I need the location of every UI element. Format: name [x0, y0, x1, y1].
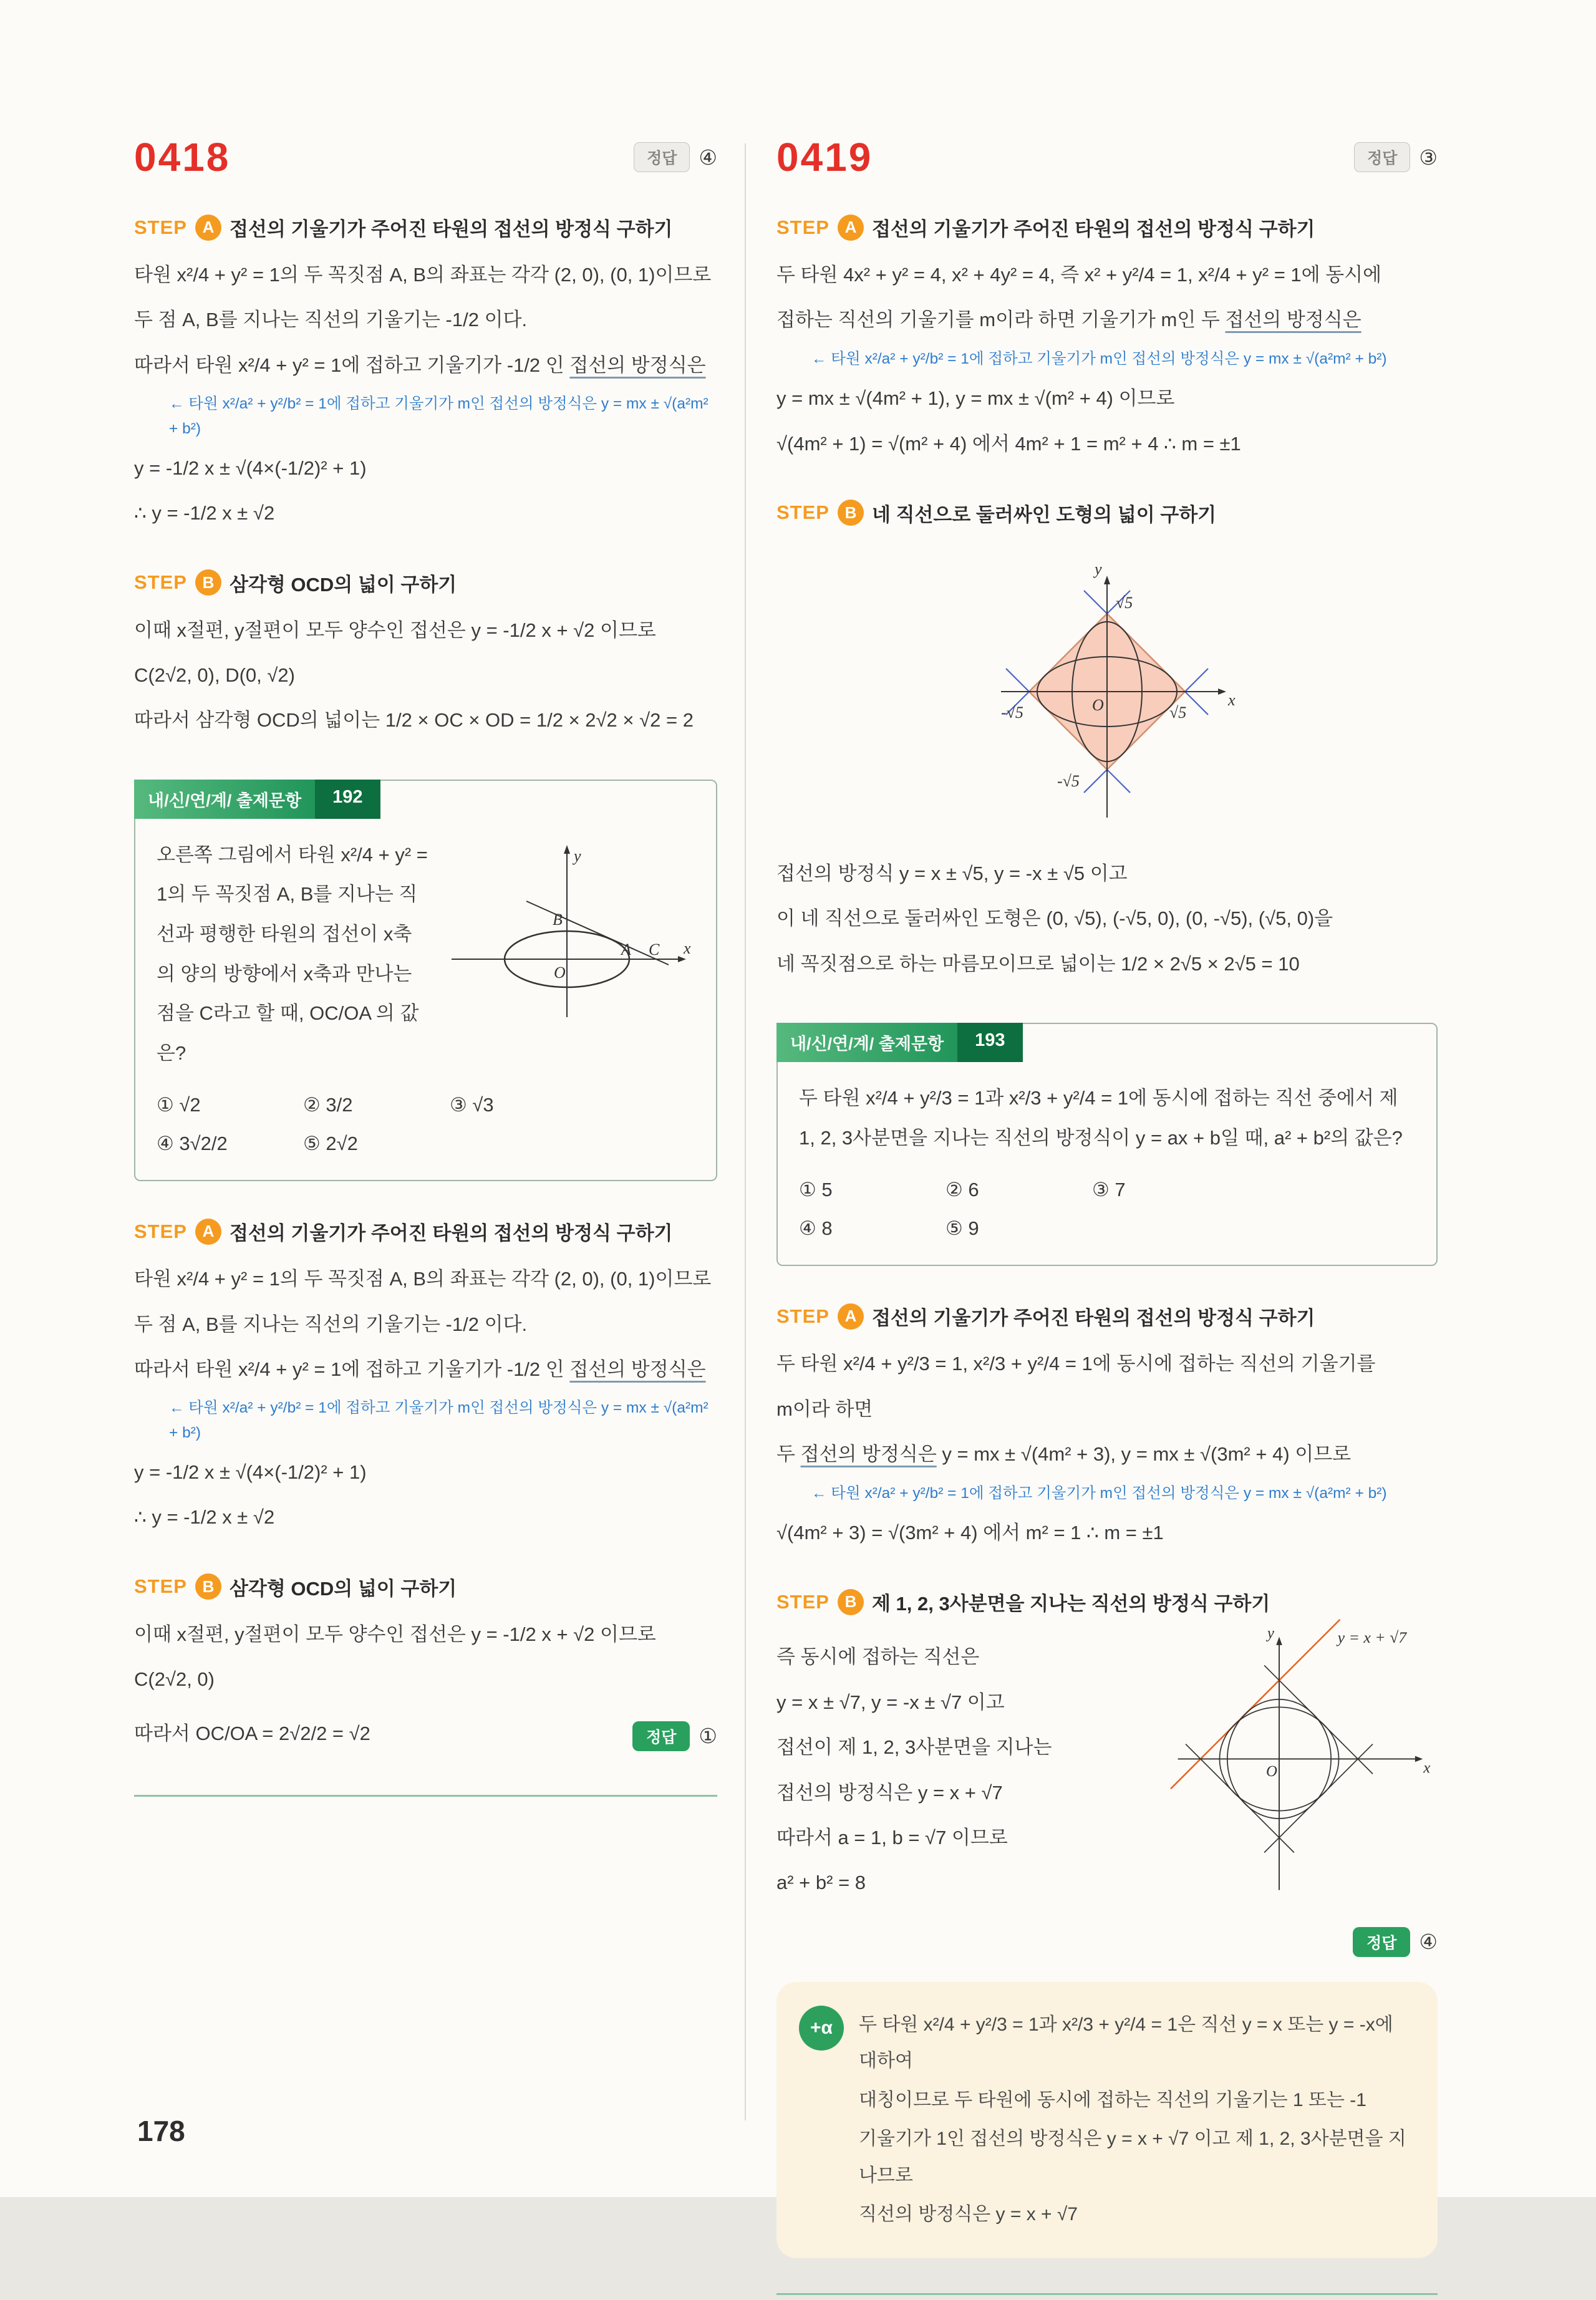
step-title: 접선의 기울기가 주어진 타원의 접선의 방정식 구하기 — [871, 218, 1315, 240]
choices-row-2 — [799, 1217, 1415, 1240]
origin-label: O — [1092, 695, 1104, 714]
y-axis-arrow — [1104, 576, 1110, 584]
text-segment: 두 — [776, 1443, 801, 1466]
answer-number: ③ — [1419, 145, 1438, 169]
step-title: 접선의 기울기가 주어진 타원의 접선의 방정식 구하기 — [229, 1222, 673, 1245]
linked-problem-tab — [134, 780, 380, 819]
point-b-label: B — [553, 910, 563, 929]
text-line — [776, 301, 1438, 339]
step-letter-badge: B — [838, 1589, 864, 1615]
step-label: STEP — [776, 216, 829, 238]
step-title: 접선의 기울기가 주어진 타원의 접선의 방정식 구하기 — [871, 1307, 1315, 1330]
figure-ellipse-tangent — [439, 838, 695, 1028]
answer-badge: 정답 — [634, 142, 690, 172]
answer-badge: 정답 — [632, 1721, 690, 1751]
formula-note: ← 타원 x²/a² + y²/b² = 1에 접하고 기울기가 m인 접선의 방정식은 y = mx ± √(a²m² + b²) — [169, 1399, 709, 1441]
text-line: 이때 x절편, y절편이 모두 양수인 접선은 y = -1/2 x + √2 이므로 — [134, 619, 656, 641]
formula-line: y = -1/2 x ± √(4×(-1/2)² + 1) — [134, 1461, 367, 1483]
choice-option: ⑤ 2√2 — [303, 1133, 358, 1155]
step-letter-badge: B — [195, 1573, 221, 1600]
step-b-header — [134, 1573, 717, 1601]
solution-body — [134, 256, 717, 339]
tip-body — [859, 2007, 1409, 2233]
x-label: x — [1423, 1759, 1430, 1777]
right-column — [776, 137, 1438, 2300]
text-line: 이 네 직선으로 둘러싸인 도형은 (0, √5), (-√5, 0), (0, -√5), (√5, 0)을 — [776, 907, 1333, 930]
text-line: 네 꼭짓점으로 하는 마름모이므로 넓이는 1/2 × 2√5 × 2√5 = 10 — [776, 952, 1300, 975]
text-line: 따라서 a = 1, b = √7 이므로 — [776, 1827, 1008, 1849]
step-letter-badge: B — [838, 500, 864, 526]
choice-option: ① 5 — [799, 1179, 833, 1201]
solution-body — [134, 612, 717, 740]
minus-sqrt5-bottom-label: -√5 — [1057, 771, 1080, 790]
answer-row — [1354, 142, 1438, 172]
formula-note: ← 타원 x²/a² + y²/b² = 1에 접하고 기울기가 m인 접선의 방정식은 y = mx ± √(a²m² + b²) — [811, 1484, 1387, 1502]
text-line — [776, 1436, 1438, 1473]
text-line: 두 점 A, B를 지나는 직선의 기울기는 -1/2 이다. — [134, 309, 528, 331]
choice-option: ④ 3√2/2 — [157, 1133, 228, 1155]
solution-body — [134, 1616, 717, 1699]
problem-statement: 두 타원 x²/4 + y²/3 = 1과 x²/3 + y²/4 = 1에 동시에 접하는 직선 중에서 제 1, 2, 3사분면을 지나는 직선의 방정식이 y = ax + b일 때, a² + b²의 값은? — [799, 1087, 1403, 1149]
step-label: STEP — [776, 1305, 829, 1327]
tangent-square-figure — [1123, 1625, 1435, 1899]
x-label: x — [684, 939, 691, 957]
step-b-header — [134, 569, 717, 597]
origin-label: O — [554, 963, 566, 982]
text-segment: 접하는 직선의 기울기를 m이라 하면 기울기가 m인 두 — [776, 309, 1226, 331]
text-line: C(2√2, 0), D(0, √2) — [134, 664, 295, 686]
solution-body — [134, 1260, 717, 1343]
text-line: 접선의 방정식은 y = x + √7 — [776, 1781, 1003, 1804]
tab-label: 내/신/연/계/ 출제문항 — [776, 1023, 957, 1062]
plus-alpha-icon: +α — [799, 2006, 844, 2051]
formula-note: ← 타원 x²/a² + y²/b² = 1에 접하고 기울기가 m인 접선의 방정식은 y = mx ± √(a²m² + b²) — [169, 395, 709, 437]
underlined-text: 접선의 방정식은 — [1225, 309, 1361, 331]
step-letter-badge: A — [195, 215, 221, 241]
problem-number: 0418 — [134, 135, 231, 180]
text-segment: 따라서 타원 x²/4 + y² = 1에 접하고 기울기가 -1/2 인 — [134, 1358, 570, 1381]
step-title: 접선의 기울기가 주어진 타원의 접선의 방정식 구하기 — [229, 218, 673, 240]
choices-row-1 — [157, 1094, 695, 1116]
sqrt5-top-label: √5 — [1116, 593, 1133, 612]
step-b-header — [776, 1588, 1438, 1616]
y-label: y — [574, 846, 581, 865]
text-line: 접선이 제 1, 2, 3사분면을 지나는 — [776, 1736, 1052, 1759]
page-number: 178 — [137, 2115, 185, 2147]
choices-row-1 — [799, 1179, 1415, 1201]
text-and-figure — [776, 1625, 1438, 1910]
text-line — [134, 347, 717, 384]
step-label: STEP — [134, 1220, 187, 1242]
choice-option: ② 6 — [946, 1179, 979, 1201]
text-line: 두 점 A, B를 지나는 직선의 기울기는 -1/2 이다. — [134, 1313, 528, 1335]
step-label: STEP — [776, 1590, 829, 1613]
step-label: STEP — [776, 501, 829, 524]
answer-badge: 정답 — [1353, 1927, 1410, 1957]
text-line: 타원 x²/4 + y² = 1의 두 꼭짓점 A, B의 좌표는 각각 (2, 0), (0, 1)이므로 — [134, 264, 712, 286]
step-label: STEP — [134, 216, 187, 238]
plus-alpha-tip-box — [776, 1982, 1438, 2258]
step-a-header — [134, 1217, 717, 1245]
text-line: y = x ± √7, y = -x ± √7 이고 — [776, 1691, 1005, 1713]
answer-number: ① — [699, 1724, 717, 1748]
solution-body — [776, 855, 1438, 983]
step-label: STEP — [134, 571, 187, 594]
text-line: C(2√2, 0) — [134, 1668, 215, 1691]
minus-sqrt5-left-label: -√5 — [1001, 703, 1023, 722]
step-title: 네 직선으로 둘러싸인 도형의 넓이 구하기 — [871, 503, 1217, 526]
choice-option: ① √2 — [157, 1094, 201, 1116]
solution-body — [776, 1514, 1438, 1552]
section-divider — [776, 2293, 1438, 2295]
formula-line: ∴ y = -1/2 x ± √2 — [134, 502, 275, 524]
solution-body — [776, 380, 1438, 463]
text-line: 이때 x절편, y절편이 모두 양수인 접선은 y = -1/2 x + √2 이므로 — [134, 1623, 656, 1645]
text-line: a² + b² = 8 — [776, 1872, 866, 1894]
linked-problem-tab — [776, 1023, 1023, 1062]
answer-row — [632, 1721, 717, 1751]
text-line: 타원 x²/4 + y² = 1의 두 꼭짓점 A, B의 좌표는 각각 (2, 0), (0, 1)이므로 — [134, 1268, 712, 1290]
tab-label: 내/신/연/계/ 출제문항 — [134, 780, 315, 819]
solution-body — [134, 1454, 717, 1537]
step-letter-badge: A — [838, 1303, 864, 1330]
formula-line: √(4m² + 1) = √(m² + 4) 에서 4m² + 1 = m² + 4 ∴ m = ±1 — [776, 432, 1241, 455]
y-label: y — [1267, 1625, 1274, 1642]
text-line: 따라서 OC/OA = 2√2/2 = √2 — [134, 1722, 370, 1744]
solution-body — [776, 1631, 1116, 1910]
x-axis-arrow — [1415, 1756, 1422, 1762]
y-axis-arrow — [564, 845, 570, 854]
choices-row-2 — [157, 1133, 695, 1155]
choice-option: ⑤ 9 — [946, 1217, 979, 1240]
step-title: 제 1, 2, 3사분면을 지나는 직선의 방정식 구하기 — [871, 1593, 1270, 1615]
step-letter-badge: A — [838, 215, 864, 241]
text-segment: y = mx ± √(4m² + 3), y = mx ± √(3m² + 4) 이므로 — [936, 1443, 1352, 1466]
step-a-header — [776, 1302, 1438, 1330]
x-label: x — [1228, 690, 1236, 709]
tip-line: 두 타원 x²/4 + y²/3 = 1과 x²/3 + y²/4 = 1은 직선 y = x 또는 y = -x에 대하여 — [859, 2014, 1393, 2072]
solution-body — [776, 1345, 1438, 1428]
step-title: 삼각형 OCD의 넓이 구하기 — [229, 1577, 457, 1600]
linked-problem-box-192 — [134, 780, 717, 1181]
column-divider — [745, 143, 746, 2120]
left-column — [134, 137, 717, 1802]
step-a-header — [776, 213, 1438, 241]
section-divider — [134, 1795, 717, 1797]
tip-line: 직선의 방정식은 y = x + √7 — [859, 2204, 1078, 2225]
text-line: 즉 동시에 접하는 직선은 — [776, 1646, 980, 1668]
origin-label: O — [1265, 1763, 1277, 1781]
y-label: y — [1095, 559, 1102, 578]
text-segment: 따라서 타원 x²/4 + y² = 1에 접하고 기울기가 -1/2 인 — [134, 354, 570, 376]
answer-line — [776, 1927, 1438, 1957]
answer-row — [634, 142, 717, 172]
step-title: 삼각형 OCD의 넓이 구하기 — [229, 573, 457, 596]
text-line: 두 타원 x²/4 + y²/3 = 1, x²/3 + y²/4 = 1에 동시에 접하는 직선의 기울기를 — [776, 1353, 1376, 1375]
step-b-header — [776, 499, 1438, 527]
choice-option: ② 3/2 — [303, 1094, 353, 1116]
text-line: m이라 하면 — [776, 1398, 873, 1420]
problem-statement: 오른쪽 그림에서 타원 x²/4 + y² = 1의 두 꼭짓점 A, B를 지나는 직선과 평행한 타원의 접선이 x축의 양의 방향에서 x축과 만나는 점을 C라고 할 때, OC/OA 의 값은? — [157, 843, 428, 1064]
x-axis-arrow — [1218, 689, 1226, 695]
point-c-label: C — [649, 940, 660, 959]
text-line: 접선의 방정식 y = x ± √5, y = -x ± √5 이고 — [776, 862, 1128, 884]
orange-tangent-line — [1171, 1620, 1340, 1789]
point-a-label: A — [621, 940, 631, 959]
text-line: 따라서 삼각형 OCD의 넓이는 1/2 × OC × OD = 1/2 × 2√2 × √2 = 2 — [134, 709, 694, 732]
formula-note: ← 타원 x²/a² + y²/b² = 1에 접하고 기울기가 m인 접선의 방정식은 y = mx ± √(a²m² + b²) — [811, 350, 1387, 367]
tip-line: 대칭이므로 두 타원에 동시에 접하는 직선의 기울기는 1 또는 -1 — [859, 2089, 1366, 2110]
sqrt5-right-label: √5 — [1169, 703, 1187, 722]
ellipse-tangent-figure — [439, 838, 695, 1025]
choice-option: ④ 8 — [799, 1217, 833, 1240]
rhombus-figure — [907, 542, 1307, 848]
underlined-text: 접선의 방정식은 — [569, 1358, 706, 1381]
solution-body — [134, 450, 717, 533]
figure-rhombus-ellipses — [776, 542, 1438, 848]
choice-option: ③ 7 — [1092, 1179, 1126, 1201]
step-label: STEP — [134, 1575, 187, 1598]
formula-line: ∴ y = -1/2 x ± √2 — [134, 1506, 275, 1529]
underlined-text: 접선의 방정식은 — [800, 1443, 937, 1466]
formula-line: y = -1/2 x ± √(4×(-1/2)² + 1) — [134, 457, 367, 479]
text-line — [134, 1351, 717, 1388]
y-axis-arrow — [1276, 1637, 1282, 1645]
step-a-header — [134, 213, 717, 241]
figure-tangent-square — [1120, 1625, 1438, 1899]
formula-line: y = mx ± √(4m² + 1), y = mx ± √(m² + 4) 이므로 — [776, 387, 1175, 410]
answer-number: ④ — [1419, 1930, 1438, 1954]
answer-number: ④ — [699, 145, 717, 169]
problem-0418-header — [134, 135, 717, 180]
step-letter-badge: B — [195, 569, 221, 596]
final-line-row — [134, 1708, 717, 1760]
step-letter-badge: A — [195, 1219, 221, 1245]
tab-number: 193 — [957, 1023, 1022, 1062]
problem-0419-header — [776, 135, 1438, 180]
tab-number: 192 — [315, 780, 380, 819]
problem-number: 0419 — [776, 135, 873, 180]
underlined-text: 접선의 방정식은 — [569, 354, 706, 376]
answer-badge: 정답 — [1354, 142, 1410, 172]
choice-option: ③ √3 — [450, 1094, 494, 1116]
text-line: 두 타원 4x² + y² = 4, x² + 4y² = 4, 즉 x² + y²/4 = 1, x²/4 + y² = 1에 동시에 — [776, 264, 1382, 286]
linked-problem-box-193 — [776, 1023, 1438, 1266]
formula-line: √(4m² + 3) = √(3m² + 4) 에서 m² = 1 ∴ m = ±1 — [776, 1521, 1164, 1544]
orange-line-equation-label: y = x + √7 — [1337, 1628, 1406, 1647]
tip-line: 기울기가 1인 접선의 방정식은 y = x + √7 이고 제 1, 2, 3사분면을 지나므로 — [859, 2128, 1406, 2186]
